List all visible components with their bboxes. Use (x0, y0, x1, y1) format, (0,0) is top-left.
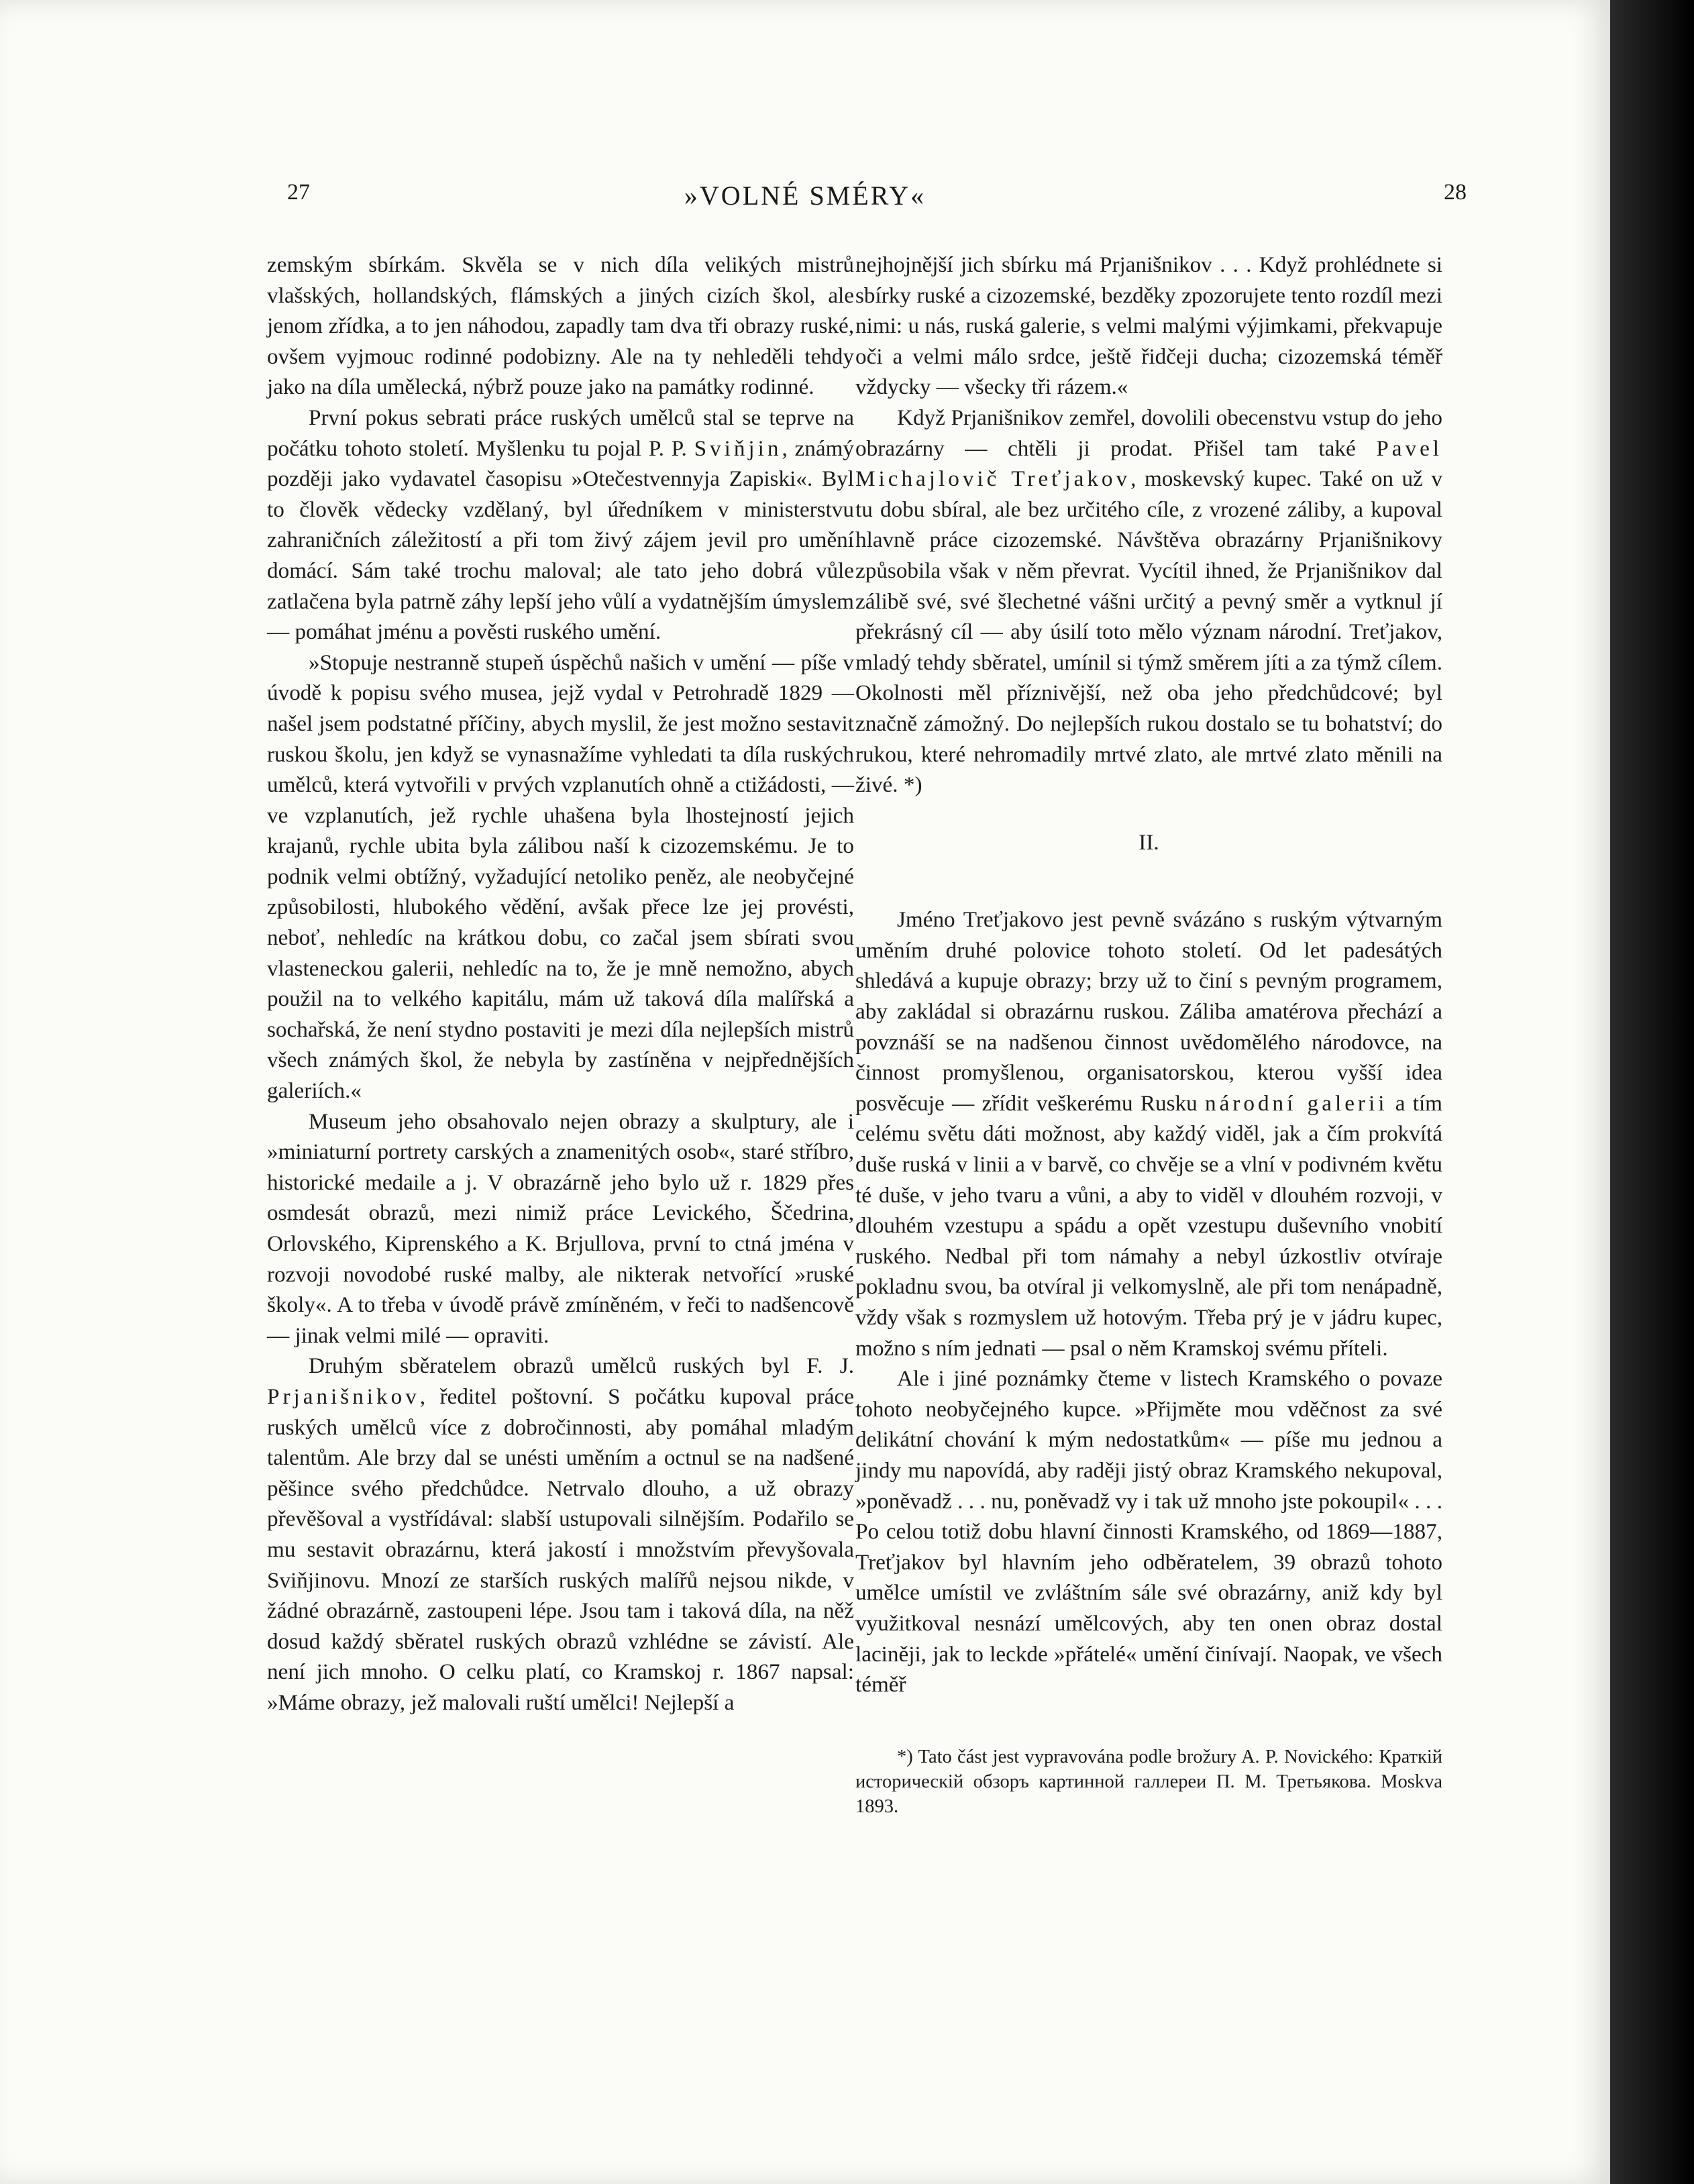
page-number-right: 28 (1444, 180, 1467, 205)
name-spaced: Prjanišnikov (267, 1384, 420, 1409)
paragraph: »Stopuje nestranně stupeň úspěchů našich v umění — píše v úvodě k popisu svého musea, jejž vydal v Petrohradě 1829 — našel jsem podstatné příčiny, abych myslil, že jest možno sestavit ruskou školu, jen když se vynasnažíme vyhledati ta díla ruských umělců, která vytvořili v prvých vzplanutích ohně a ctižádosti, — ve vzplanutích, jež rychle uhašena byla lhostejností jejich krajanů, rychle ubita byla zálibou naší k cizozemskému. Je to podnik velmi obtížný, vyžadující netoliko peněz, ale neobyčejné způsobilosti, hlubokého vědění, avšak přece lze jej provésti, neboť, nehledíc na krátkou dobu, co začal jsem sbírati svou vlasteneckou galerii, nehledíc na to, že je mně nemožno, abych použil na to velkého kapitálu, mám už taková díla malířská a sochařská, že není stydno postaviti je mezi díla nejlepších mistrů všech známých škol, že nebyla by zastíněna v nejpřednějších galeriích.« (267, 649, 854, 1104)
name-spaced: Pavel Michajlovič Treťjakov (855, 435, 1443, 492)
paragraph: zemským sbírkám. Skvěla se v nich díla velikých mistrů vlašských, hollandských, flámských a jiných cizích škol, ale jenom zřídka, a to jen náhodou, zapadly tam dva tři obrazy ruské, ovšem vyjmouc rodinné podobizny. Ale na ty nehleděli tehdy jako na díla umělecká, nýbrž pouze jako na památky rodinné. (267, 252, 854, 400)
scan-border (1610, 0, 1694, 2184)
paragraph: Druhým sběratelem obrazů umělců ruských byl F. J. Prjanišnikov, ředitel poštovní. S počátku kupoval práce ruských umělců více z dobročinnosti, aby pomáhal mladým talentům. Ale brzy dal se unésti uměním a octnul se na nadšené pěšince svého předchůdce. Netrvalo dlouho, a už obrazy převěšoval a vystřídával: slabší ustupovali silnějším. Podařilo se mu sestavit obrazárnu, která jakostí i množstvím převyšovala Sviňjinovu. Mnozí ze starších ruských malířů nejsou nikde, v žádné obrazárně, zastoupeni lépe. Jsou tam i taková díla, na něž dosud každý sběratel ruských obrazů vzhlédne se závistí. Ale není jich mnoho. O celku platí, co Kramskoj r. 1867 napsal: »Máme obrazy, jež malovali ruští umělci! Nejlepší a (267, 1353, 854, 1715)
paragraph: Museum jeho obsahovalo nejen obrazy a skulptury, ale i »miniaturní portrety carských a znamenitých osob«, staré stříbro, historické medaile a j. V obrazárně jeho bylo už r. 1829 přes osmdesát obrazů, mezi nimiž práce Levického, Ščedrina, Orlovského, Kiprenského a K. Brjullova, první to ctná jména v rozvoji novodobé ruské malby, ale nikterak netvořící »ruské školy«. A to třeba v úvodě právě zmíněném, v řeči to nadšencově — jinak velmi milé — opraviti. (267, 1108, 854, 1348)
paragraph: Jméno Treťjakovo jest pevně svázáno s ruským výtvarným uměním druhé polovice tohoto století. Od let padesátých shledává a kupuje obrazy; brzy už to činí s pevným programem, aby zakládal si obrazárnu ruskou. Záliba amatérova přechází a povznáší se na nadšenou činnost uvědomělého národovce, na činnost promyšlenou, organisatorskou, kterou vyšší idea posvěcuje — zřídit veškerému Rusku národní galerii a tím celému světu dáti možnost, aby každý viděl, jak a čím prokvítá duše ruská v linii a v barvě, co chvěje se a vlní v podivném květu té duše, v jeho tvaru a vůni, a aby to viděl v dlouhém rozvoji, v dlouhém vzestupu a spádu a opět vzestupu duševního vnobití ruského. Nedbal při tom námahy a nebyl úzkostliv otvíraje pokladnu svou, ba otvíral ji velkomyslně, ale při tom nenápadně, vždy však s rozmyslem už hotovým. Třeba prý je v jádru kupec, možno s ním jednati — psal o něm Kramskoj svému příteli. (855, 907, 1442, 1361)
paragraph: Ale i jiné poznámky čteme v listech Kramského o povaze tohoto neobyčejného kupce. »Přijměte mou vděčnost za své delikátní chování k mým nedostatkům« — píše mu jednou a jindy mu napovídá, aby raději jistý obraz Kramského nekupoval, »poněvadž . . . nu, poněvadž vy i tak už mnoho jste pokoupil« . . . Po celou totiž dobu hlavní činnosti Kramského, od 1869—1887, Treťjakov byl hlavním jeho odběratelem, 39 obrazů tohoto umělce umístil ve zvláštním sále své obrazárny, aniž kdy byl využitkoval nesnází umělcových, aby ten onen obraz dostal laciněji, jak to leckde »přátelé« umění činívají. Naopak, ve všech téměř (855, 1366, 1442, 1698)
section-heading: II. (1139, 829, 1159, 855)
paragraph: První pokus sebrati práce ruských umělců stal se teprve na počátku tohoto století. Myšlenku tu pojal P. P. Sviňjin, známý později jako vydavatel časopisu »Otečestvennyja Zapiski«. Byl to člověk vědecky vzdělaný, byl úředníkem v ministerstvu zahraničních záležitostí a při tom živý zájem jevil pro umění domácí. Sám také trochu maloval; ale tato jeho dobrá vůle zatlačena byla patrně záhy lepší jeho vůlí a vydatnějším úmyslem — pomáhat jménu a pověsti ruského umění. (267, 405, 855, 645)
page-header (0, 180, 1610, 220)
paragraph: nejhojnější jich sbírku má Prjanišnikov . . . Když prohlédnete si sbírky ruské a cizozemské, bezděky zpozorujete tento rozdíl mezi nimi: u nás, ruská galerie, s velmi malými výjimkami, překvapuje oči a velmi málo srdce, ještě řidčeji ducha; cizozemská téměř vždycky — všecky tři rázem.« (855, 252, 1442, 400)
right-column (855, 250, 1442, 1819)
footnote: *) Tato část jest vypravována podle brožury A. P. Novického: Краткій историческій обзоръ картинной галлереи П. М. Третьякова. Moskva 1893. (855, 1746, 1442, 1817)
paragraph: Když Prjanišnikov zemřel, dovolili obecenstvu vstup do jeho obrazárny — chtěli ji prodat. Přišel tam také Pavel Michajlovič Treťjakov, moskevský kupec. Také on už v tu dobu sbíral, ale bez určitého cíle, z vrozené záliby, a kupoval hlavně práce cizozemské. Návštěva obrazárny Prjanišnikovy způsobila však v něm převrat. Vycítil ihned, že Prjanišnikov dal zálibě své, své šlechetné vášni určitý a pevný směr a vytknul jí překrásný cíl — aby úsilí toto mělo význam národní. Treťjakov, mladý tehdy sběratel, umínil si týmž směrem jíti a za týmž cílem. Okolnosti měl příznivější, než oba jeho předchůdcové; byl značně zámožný. Do nejlepších rukou dostalo se tu bohatství; do rukou, které nehromadily mrtvé zlato, ale mrtvé zlato měnili na živé. *) (855, 405, 1443, 798)
page-number-left: 27 (287, 180, 310, 205)
left-column (267, 250, 854, 1718)
name-spaced: Sviňjin (694, 435, 782, 461)
running-title: »VOLNÉ SMÉRY« (684, 180, 927, 211)
name-spaced: národní galerii (1204, 1090, 1388, 1116)
